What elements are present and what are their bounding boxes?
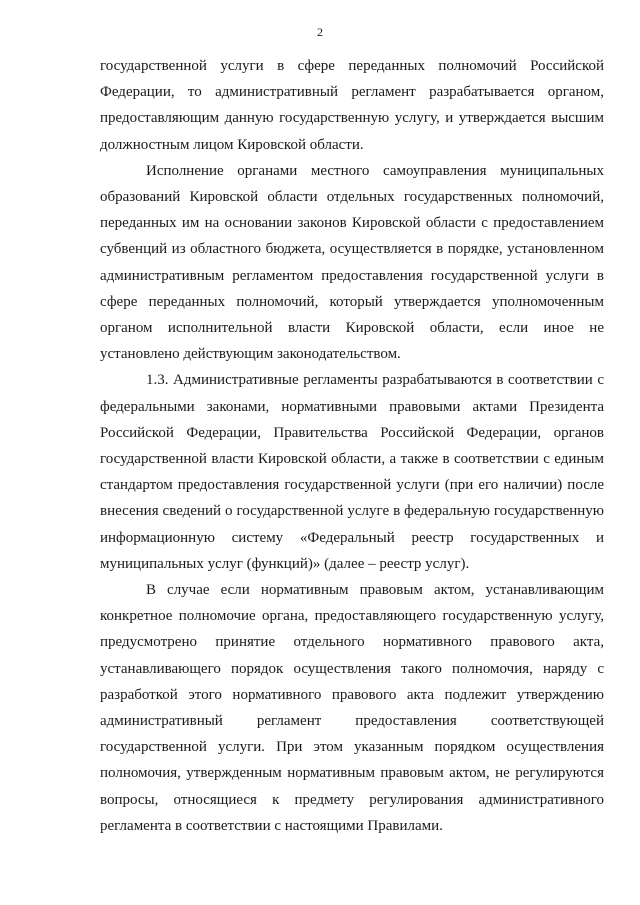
paragraph-local-self-government: Исполнение органами местного самоуправления муниципальных образований Кировской области отдельных государственных полномочий, переданных им на основании законов Кировской области с предоставлением субвенций из областного бюджета, осуществляется в порядке, установленном административным регламентом предоставления государственной услуги в сфере переданных полномочий, который утверждается уполномоченным органом исполнительной власти Кировской области, если иное не установлено действующим законодательством. — [100, 162, 604, 363]
body-text — [100, 53, 604, 839]
page-number: 2 — [317, 25, 323, 39]
paragraph-continuation: государственной услуги в сфере переданных полномочий Российской Федерации, то административный регламент разрабатывается органом, предоставляющим данную государственную услугу, и утверждается высшим должностным лицом Кировской области. — [100, 58, 604, 153]
paragraph-1-3: 1.3. Административные регламенты разрабатываются в соответствии с федеральными законами, нормативными правовыми актами Президента Российской Федерации, Правительства Российской Федерации, органов государственной власти Кировской области, а также в соответствии с единым стандартом предоставления государственной услуги (при его наличии) после внесения сведений о государственной услуге в федеральную государственную информационную систему «Федеральный реестр государственных и муниципальных услуг (функций)» (далее – реестр услуг). — [100, 372, 604, 572]
paragraph-normative-act: В случае если нормативным правовым актом, устанавливающим конкретное полномочие органа, предоставляющего государственную услугу, предусмотрено принятие отдельного нормативного правового акта, устанавливающего порядок осуществления такого полномочия, наряду с разработкой этого нормативного правового акта подлежит утверждению административный регламент предоставления соответствующей государственной услуги. При этом указанным порядком осуществления полномочия, утвержденным нормативным правовым актом, не регулируются вопросы, относящиеся к предмету регулирования административного регламента в соответствии с настоящими Правилами. — [100, 582, 604, 834]
